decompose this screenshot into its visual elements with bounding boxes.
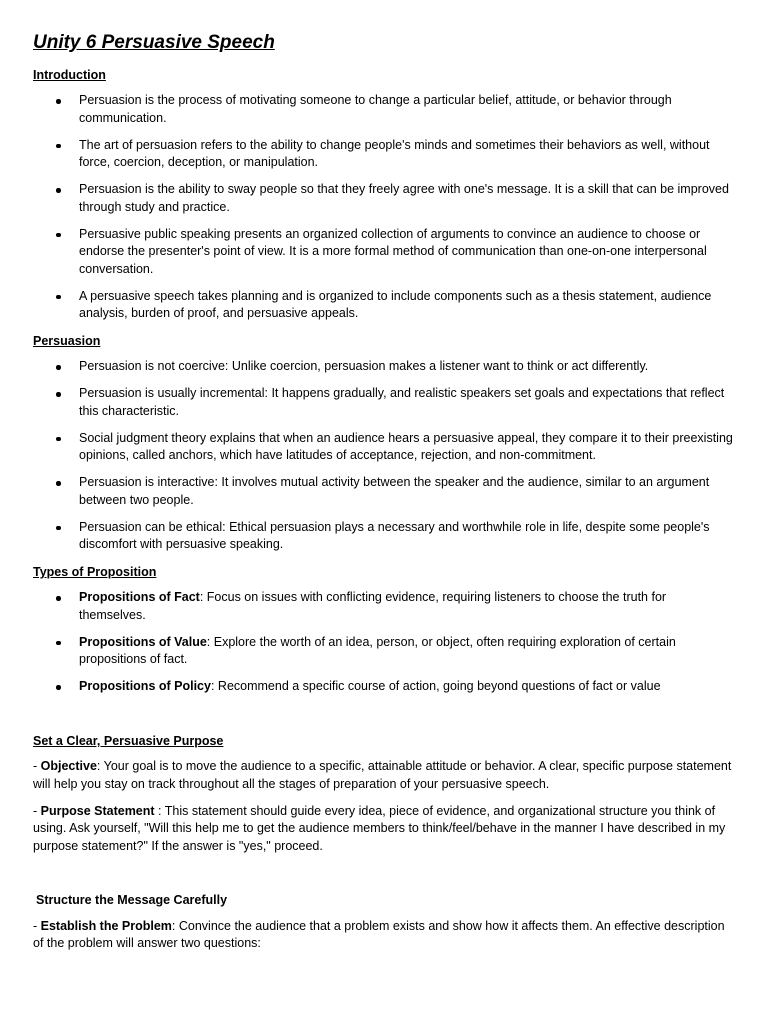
list-item: Persuasion can be ethical: Ethical persuasion plays a necessary and worthwhile role in life, despite some people's discomfort with persuasive speaking. xyxy=(33,519,733,554)
persuasion-list xyxy=(33,358,733,554)
proposition-term: Propositions of Policy xyxy=(79,679,211,693)
document-title: Unity 6 Persuasive Speech xyxy=(33,32,275,53)
paragraph-text: : Your goal is to move the audience to a specific, attainable attitude or behavior. A clear, specific purpose statement will help you stay on track throughout all the stages of preparation of your persuasive speech. xyxy=(33,759,732,791)
introduction-list xyxy=(33,92,733,323)
section-heading-purpose: Set a Clear, Persuasive Purpose xyxy=(33,734,224,748)
list-item: Persuasion is interactive: It involves mutual activity between the speaker and the audience, similar to an argument between two people. xyxy=(33,474,733,509)
proposition-text: : Recommend a specific course of action, going beyond questions of fact or value xyxy=(210,679,661,693)
list-item: A persuasive speech takes planning and is organized to include components such as a thesis statement, audience analysis, burden of proof, and persuasive appeals. xyxy=(33,288,733,323)
spacer xyxy=(33,705,733,732)
list-item: The art of persuasion refers to the ability to change people's minds and sometimes their behaviors as well, without force, coercion, deception, or manipulation. xyxy=(33,137,733,172)
paragraph-text: : This statement should guide every idea, piece of evidence, and organizational structure you think of using. Ask yourself, "Will this help me to get the audience members to think/feel/behave in the manner I have described in my purpose statement?" If the answer is "yes," proceed. xyxy=(33,803,726,853)
list-item: Persuasion is the ability to sway people so that they freely agree with one's message. It is a skill that can be improved through study and practice. xyxy=(33,181,733,216)
list-item: Social judgment theory explains that when an audience hears a persuasive appeal, they compare it to their preexisting opinions, called anchors, which have latitudes of acceptance, rejection, and non-commitment. xyxy=(33,430,733,465)
paragraph-term: Purpose Statement xyxy=(40,803,159,818)
list-item: Persuasive public speaking presents an organized collection of arguments to convince an audience to choose or endorse the presenter's point of view. It is a more formal method of communication than one-on-one interpersonal conversation. xyxy=(33,226,733,279)
list-item xyxy=(33,589,733,624)
dash-prefix: - xyxy=(33,918,41,933)
purpose-paragraph xyxy=(33,758,733,793)
proposition-term: Propositions of Fact xyxy=(79,590,200,604)
section-heading-introduction: Introduction xyxy=(33,68,106,82)
propositions-list xyxy=(33,589,733,696)
proposition-text: : Focus on issues with conflicting evidence, requiring listeners to choose the truth for themselves. xyxy=(79,590,667,622)
section-heading-types-of-proposition: Types of Proposition xyxy=(33,565,157,579)
list-item: Persuasion is the process of motivating someone to change a particular belief, attitude, or behavior through communication. xyxy=(33,92,733,127)
list-item xyxy=(33,634,733,669)
paragraph-term: Establish the Problem xyxy=(40,918,172,933)
spacer xyxy=(33,865,733,891)
list-item: Persuasion is usually incremental: It happens gradually, and realistic speakers set goals and expectations that reflect this characteristic. xyxy=(33,385,733,420)
purpose-paragraph xyxy=(33,803,733,856)
document-page xyxy=(33,30,733,962)
list-item: Persuasion is not coercive: Unlike coercion, persuasion makes a listener want to think or act differently. xyxy=(33,358,733,376)
structure-paragraph xyxy=(33,918,733,953)
section-heading-persuasion: Persuasion xyxy=(33,334,101,348)
section-heading-structure: Structure the Message Carefully xyxy=(36,892,228,907)
dash-prefix: - xyxy=(33,803,41,818)
paragraph-text: : Convince the audience that a problem exists and show how it affects them. An effective description of the problem will answer two questions: xyxy=(33,918,725,950)
dash-prefix: - xyxy=(33,759,41,773)
proposition-text: : Explore the worth of an idea, person, or object, often requiring exploration of certain propositions of fact. xyxy=(79,634,676,666)
list-item xyxy=(33,678,733,696)
paragraph-term: Objective xyxy=(40,759,97,773)
proposition-term: Propositions of Value xyxy=(79,634,207,649)
